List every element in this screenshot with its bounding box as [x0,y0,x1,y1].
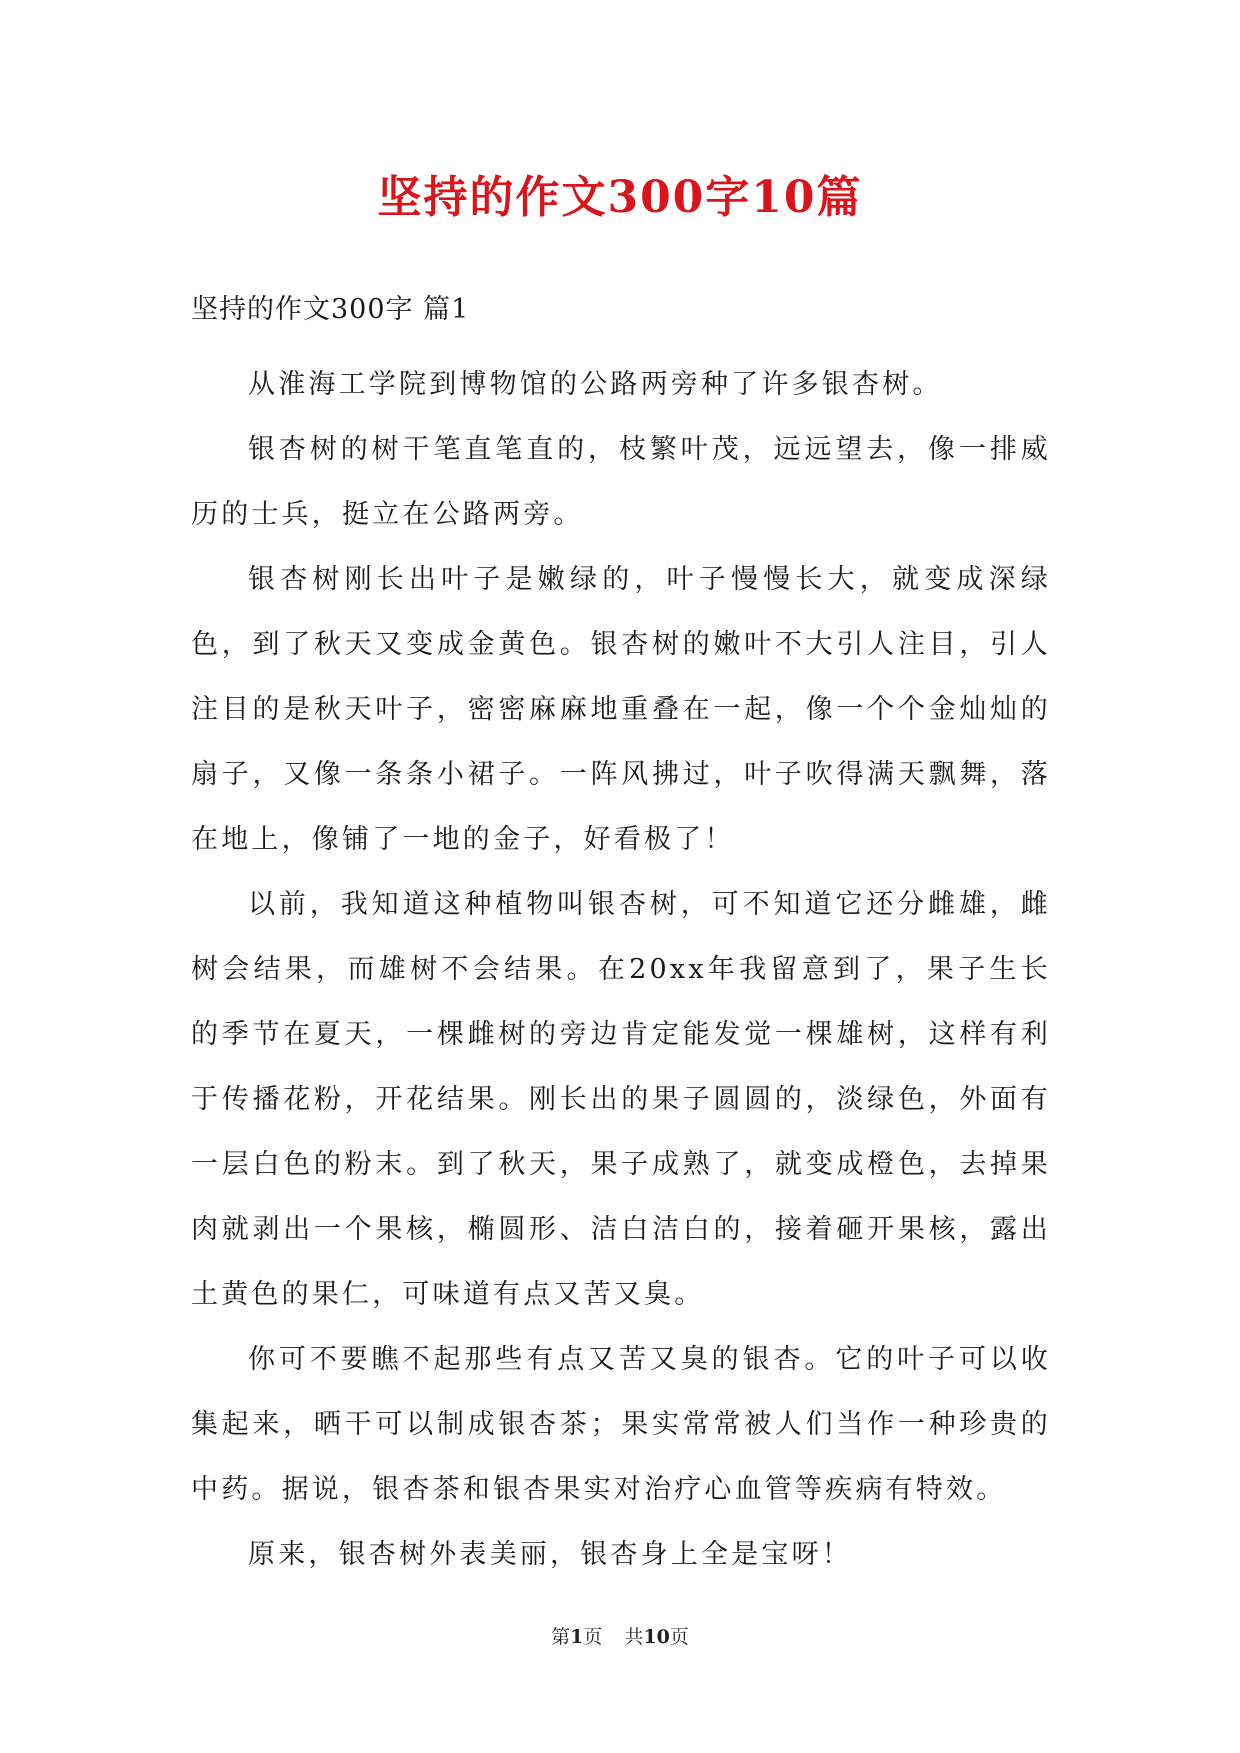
paragraph-3: 银杏树刚长出叶子是嫩绿的，叶子慢慢长大，就变成深绿色，到了秋天又变成金黄色。银杏树的嫩叶不大引人注目，引人注目的是秋天叶子，密密麻麻地重叠在一起，像一个个金灿灿的扇子，又像一条条小裙子。一阵风拂过，叶子吹得满天飘舞，落在地上，像铺了一地的金子，好看极了！ [191,564,1051,855]
page-total: 共10页 [624,1626,689,1648]
paragraph-1: 从淮海工学院到博物馆的公路两旁种了许多银杏树。 [248,369,943,400]
essay-body [191,352,1051,1587]
paragraph-6: 原来，银杏树外表美丽，银杏身上全是宝呀！ [248,1539,852,1570]
section-heading: 坚持的作文300字 篇1 [191,294,470,325]
page-title: 坚持的作文300字10篇 [377,172,863,223]
paragraph-5: 你可不要瞧不起那些有点又苦又臭的银杏。它的叶子可以收集起来，晒干可以制成银杏茶；果实常常被人们当作一种珍贵的中药。据说，银杏茶和银杏果实对治疗心血管等疾病有特效。 [191,1344,1051,1505]
page-number: 第1页 [551,1626,603,1648]
paragraph-2: 银杏树的树干笔直笔直的，枝繁叶茂，远远望去，像一排威历的士兵，挺立在公路两旁。 [191,434,1051,530]
paragraph-4: 以前，我知道这种植物叫银杏树，可不知道它还分雌雄，雌树会结果，而雄树不会结果。在20xx年我留意到了，果子生长的季节在夏天，一棵雌树的旁边肯定能发觉一棵雄树，这样有利于传播花粉，开花结果。刚长出的果子圆圆的，淡绿色，外面有一层白色的粉末。到了秋天，果子成熟了，就变成橙色，去掉果肉就剥出一个果核，椭圆形、洁白洁白的，接着砸开果核，露出土黄色的果仁，可味道有点又苦又臭。 [191,889,1051,1310]
page-footer [0,1624,1240,1650]
